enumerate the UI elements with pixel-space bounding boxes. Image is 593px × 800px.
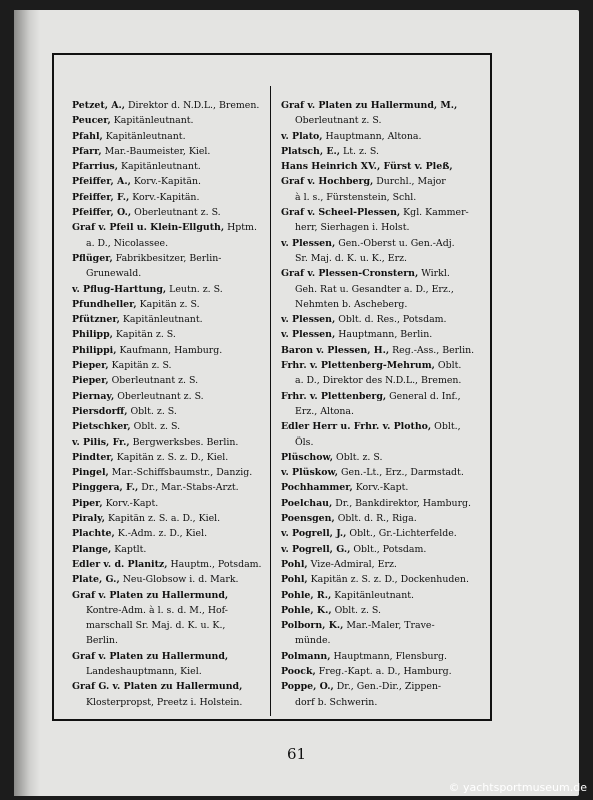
entry-name: Pieper, (72, 360, 109, 372)
directory-entry-line (72, 664, 272, 679)
entry-details: Dr., Gen.-Dir., Zippen- (333, 681, 442, 693)
entry-details: Kaufmann, Hamburg. (116, 344, 223, 356)
entry-details: Hptm. (224, 222, 257, 234)
directory-entry-line (281, 282, 481, 297)
book-spine (14, 10, 40, 796)
entry-details: Kaptlt. (111, 543, 147, 555)
entry-details: Korv.-Kapt. (352, 482, 409, 494)
directory-entry-line (281, 358, 481, 373)
directory-entry-line (281, 297, 481, 312)
entry-name: Pohle, K., (281, 604, 332, 616)
entry-name: Pfarrius, (72, 161, 118, 173)
directory-entry-line (72, 557, 272, 572)
entry-details: Oblt. d. Res., Potsdam. (335, 314, 447, 326)
entry-details: Kapitän z. S. (108, 360, 172, 372)
directory-entry-line (72, 695, 272, 710)
entry-name: Graf G. v. Platen zu Hallermund, (72, 681, 243, 693)
entry-name: v. Pilis, Fr., (72, 436, 130, 448)
directory-entry-line (281, 236, 481, 251)
entry-details: Mar.-Schiffsbaumstr., Danzig. (108, 467, 253, 479)
directory-entry-line (281, 190, 481, 205)
entry-name: Poock, (281, 665, 316, 677)
entry-name: Pinggera, F., (72, 482, 139, 494)
directory-entry-line (281, 603, 481, 618)
directory-entry-line (281, 327, 481, 342)
directory-entry-line (281, 435, 481, 450)
directory-entry-line (72, 679, 272, 694)
directory-entry-line (281, 174, 481, 189)
entry-name: Graf v. Platen zu Hallermund, (72, 650, 229, 662)
entry-details: Oberleutnant z. S. (131, 207, 221, 219)
directory-entry-line (281, 343, 481, 358)
directory-entry-line (281, 113, 481, 128)
entry-name: Pfahl, (72, 130, 103, 142)
entry-name: Pohl, (281, 574, 308, 586)
entry-details: Öls. (295, 436, 314, 448)
directory-entry-line (281, 144, 481, 159)
directory-entry-line (281, 649, 481, 664)
entry-name: Pietschker, (72, 421, 131, 433)
directory-entry-line (72, 435, 272, 450)
entry-name: Baron v. Plessen, H., (281, 344, 390, 356)
entry-name: Edler Herr u. Frhr. v. Plotho, (281, 421, 432, 433)
directory-entry-line (72, 649, 272, 664)
entry-details: Oblt. z. S. (127, 405, 177, 417)
directory-entry-line (72, 526, 272, 541)
directory-entry-line (72, 236, 272, 251)
entry-details: marschall Sr. Maj. d. K. u. K., (86, 620, 226, 632)
directory-entry-line (281, 496, 481, 511)
entry-details: Kapitän z. S. z. D., Kiel. (113, 451, 229, 463)
directory-entry-line (281, 618, 481, 633)
entry-details: Direktor d. N.D.L., Bremen. (125, 100, 260, 111)
entry-name: v. Plato, (281, 130, 323, 142)
entry-name: Pochhammer, (281, 482, 353, 494)
entry-name: Plange, (72, 543, 112, 555)
directory-entry-line (281, 312, 481, 327)
entry-details: Hauptm., Potsdam. (167, 558, 262, 570)
entry-name: Polmann, (281, 650, 331, 662)
entry-details: Oblt., (431, 421, 461, 433)
entry-name: Graf v. Platen zu Hallermund, (72, 589, 229, 601)
entry-details: Oblt. z. S. (130, 421, 181, 433)
directory-entry-line (72, 542, 272, 557)
entry-details: Vize-Admiral, Erz. (307, 558, 397, 570)
entry-name: Pfeiffer, O., (72, 207, 132, 219)
entry-name: v. Pflug-Harttung, (72, 283, 167, 295)
directory-entry-line (72, 419, 272, 434)
entry-details: Oberleutnant z. S. (295, 115, 382, 127)
entry-details: Korv.-Kapitän. (130, 176, 202, 188)
entry-details: Oberleutnant z. S. (114, 390, 204, 402)
entry-details: Kapitänleutnant. (110, 115, 194, 127)
entry-details: Leutn. z. S. (166, 283, 223, 295)
entry-details: Grunewald. (86, 268, 142, 280)
directory-entry-line (281, 557, 481, 572)
entry-details: Kapitän z. S. a. D., Kiel. (105, 513, 221, 525)
directory-entry-line (281, 480, 481, 495)
entry-details: Kapitän z. S. z. D., Dockenhuden. (307, 574, 469, 586)
entry-details: Erz., Altona. (295, 405, 354, 417)
entry-details: Oblt. d. R., Riga. (334, 513, 417, 525)
copyright-credit: © yachtsportmuseum.de (448, 781, 587, 794)
entry-name: Pfeiffer, F., (72, 191, 130, 203)
entry-details: Durchl., Major (373, 176, 446, 188)
entry-details: dorf b. Schwerin. (295, 696, 378, 708)
entry-details: Dr., Mar.-Stabs-Arzt. (138, 482, 239, 494)
entry-details: Mar.-Baumeister, Kiel. (101, 145, 211, 157)
entry-name: Plachte, (72, 528, 115, 540)
entry-name: Piernay, (72, 390, 115, 402)
entry-name: Piraly, (72, 513, 105, 525)
entry-details: à l. s., Fürstenstein, Schl. (295, 191, 417, 203)
directory-entry-line (72, 603, 272, 618)
entry-details: Gen.-Lt., Erz., Darmstadt. (338, 467, 464, 479)
directory-entry-line (72, 480, 272, 495)
directory-entry-line (72, 144, 272, 159)
entry-name: Graf v. Plessen-Cronstern, (281, 268, 419, 280)
directory-entry-line (281, 526, 481, 541)
directory-entry-line (72, 389, 272, 404)
entry-details: Kapitän z. S. (136, 298, 200, 310)
entry-details: Kapitänleutnant. (117, 161, 201, 173)
entry-details: Oblt. (434, 360, 462, 372)
entry-details: Kapitänleutnant. (102, 130, 186, 142)
entry-details: Hauptmann, Flensburg. (330, 650, 447, 662)
directory-entry-line (72, 465, 272, 480)
entry-details: Klosterpropst, Preetz i. Holstein. (86, 696, 243, 708)
entry-name: Polborn, K., (281, 620, 344, 632)
directory-entry-line (281, 679, 481, 694)
entry-name: v. Plessen, (281, 314, 336, 326)
entry-name: Philippi, (72, 344, 117, 356)
entry-details: a. D., Direktor des N.D.L., Bremen. (295, 375, 462, 387)
directory-entry-line (281, 389, 481, 404)
entry-name: Hans Heinrich XV., Fürst v. Pleß, (281, 161, 453, 173)
entry-name: Pohl, (281, 558, 308, 570)
entry-name: Plate, G., (72, 574, 120, 586)
right-column (281, 98, 481, 710)
entry-details: Kapitän z. S. (112, 329, 176, 341)
directory-entry-line (281, 251, 481, 266)
entry-details: Hauptmann, Berlin. (335, 329, 433, 341)
entry-details: Mar.-Maler, Trave- (343, 620, 435, 632)
entry-name: Peucer, (72, 115, 111, 127)
entry-name: Poppe, O., (281, 681, 334, 693)
entry-name: Poensgen, (281, 513, 335, 525)
entry-name: Petzet, A., (72, 100, 126, 111)
directory-entry-line (72, 511, 272, 526)
entry-name: Pfeiffer, A., (72, 176, 131, 188)
entry-name: v. Pogrell, J., (281, 528, 347, 540)
directory-entry-line (281, 542, 481, 557)
directory-entry-line (72, 98, 272, 113)
directory-entry-line (281, 572, 481, 587)
entry-details: Kapitänleutnant. (119, 314, 203, 326)
entry-name: Pfarr, (72, 145, 102, 157)
entry-details: Oblt., Gr.-Lichterfelde. (346, 528, 457, 540)
entry-details: Kontre-Adm. à l. s. d. M., Hof- (86, 604, 228, 616)
directory-entry-line (281, 450, 481, 465)
directory-entry-line (72, 404, 272, 419)
directory-entry-line (72, 205, 272, 220)
entry-name: Platsch, E., (281, 145, 341, 157)
directory-entry-line (72, 633, 272, 648)
entry-details: Neu-Globsow i. d. Mark. (119, 574, 239, 586)
directory-entry-line (72, 129, 272, 144)
directory-entry-line (72, 496, 272, 511)
entry-details: Wirkl. (418, 268, 450, 280)
entry-details: Freg.-Kapt. a. D., Hamburg. (315, 665, 452, 677)
directory-entry-line (72, 266, 272, 281)
directory-entry-line (72, 251, 272, 266)
directory-entry-line (72, 220, 272, 235)
directory-entry-line (72, 327, 272, 342)
entry-details: Oblt., Potsdam. (350, 543, 427, 555)
directory-entry-line (281, 205, 481, 220)
entry-details: Hauptmann, Altona. (322, 130, 422, 142)
entry-name: Graf v. Pfeil u. Klein-Ellguth, (72, 222, 225, 234)
directory-entry-line (72, 282, 272, 297)
left-column (72, 98, 272, 710)
entry-details: Korv.-Kapt. (102, 497, 159, 509)
directory-entry-line (281, 419, 481, 434)
entry-details: Oberleutnant z. S. (108, 375, 199, 387)
entry-details: Lt. z. S. (340, 145, 379, 157)
directory-entry-line (72, 190, 272, 205)
directory-entry-line (72, 373, 272, 388)
entry-name: v. Plessen, (281, 237, 336, 249)
directory-entry-line (281, 664, 481, 679)
entry-name: Pfützner, (72, 314, 120, 326)
entry-details: Reg.-Ass., Berlin. (389, 344, 475, 356)
entry-details: Gen.-Oberst u. Gen.-Adj. (335, 237, 455, 249)
entry-name: Frhr. v. Plettenberg, (281, 390, 387, 402)
entry-details: Nehmten b. Ascheberg. (295, 298, 408, 310)
entry-name: Edler v. d. Planitz, (72, 558, 168, 570)
entry-details: Landeshauptmann, Kiel. (86, 665, 202, 677)
directory-entry-line (72, 588, 272, 603)
entry-details: Fabrikbesitzer, Berlin- (112, 252, 222, 264)
entry-name: Philipp, (72, 329, 113, 341)
entry-details: General d. Inf., (386, 390, 461, 402)
directory-entry-line (72, 113, 272, 128)
entry-name: v. Plüskow, (281, 467, 339, 479)
entry-details: Kgl. Kammer- (400, 207, 469, 219)
directory-entry-line (281, 266, 481, 281)
directory-entry-line (281, 695, 481, 710)
entry-details: Geh. Rat u. Gesandter a. D., Erz., (295, 283, 454, 295)
entry-details: münde. (295, 635, 331, 647)
directory-entry-line (72, 450, 272, 465)
directory-entry-line (281, 633, 481, 648)
directory-entry-line (281, 404, 481, 419)
entry-name: Pindter, (72, 451, 114, 463)
directory-entry-line (281, 588, 481, 603)
directory-entry-line (72, 572, 272, 587)
entry-name: v. Plessen, (281, 329, 336, 341)
directory-entry-line (281, 373, 481, 388)
entry-details: Korv.-Kapitän. (129, 191, 200, 203)
entry-name: Pfundheller, (72, 298, 137, 310)
entry-name: Poelchau, (281, 497, 333, 509)
directory-entry-line (72, 174, 272, 189)
entry-name: Pflüger, (72, 252, 113, 264)
entry-details: Oblt. z. S. (331, 604, 381, 616)
entry-name: v. Pogrell, G., (281, 543, 351, 555)
directory-entry-line (72, 618, 272, 633)
directory-entry-line (72, 312, 272, 327)
entry-details: K.-Adm. z. D., Kiel. (114, 528, 208, 540)
directory-entry-line (281, 98, 481, 113)
directory-entry-line (281, 511, 481, 526)
entry-name: Frhr. v. Plettenberg-Mehrum, (281, 360, 435, 372)
entry-name: Pieper, (72, 375, 109, 387)
directory-entry-line (72, 343, 272, 358)
entry-name: Graf v. Hochberg, (281, 176, 374, 188)
directory-entry-line (281, 129, 481, 144)
entry-details: herr, Sierhagen i. Holst. (295, 222, 410, 234)
entry-name: Pohle, R., (281, 589, 332, 601)
entry-details: Berlin. (86, 635, 118, 647)
page-number: 61 (286, 745, 307, 763)
entry-name: Graf v. Scheel-Plessen, (281, 207, 401, 219)
directory-entry-line (72, 159, 272, 174)
entry-details: Bergwerksbes. Berlin. (129, 436, 239, 448)
entry-name: Graf v. Platen zu Hallermund, M., (281, 100, 458, 111)
entry-details: Dr., Bankdirektor, Hamburg. (332, 497, 472, 509)
directory-entry-line (281, 465, 481, 480)
entry-details: Kapitänleutnant. (331, 589, 414, 601)
directory-entry-line (281, 220, 481, 235)
entry-name: Piper, (72, 497, 103, 509)
entry-details: Oblt. z. S. (333, 451, 383, 463)
entry-name: Pingel, (72, 467, 109, 479)
entry-name: Plüschow, (281, 451, 334, 463)
directory-entry-line (281, 159, 481, 174)
entry-details: Sr. Maj. d. K. u. K., Erz. (295, 252, 407, 264)
entry-name: Piersdorff, (72, 405, 128, 417)
directory-entry-line (72, 297, 272, 312)
entry-details: a. D., Nicolassee. (86, 237, 169, 249)
directory-entry-line (72, 358, 272, 373)
